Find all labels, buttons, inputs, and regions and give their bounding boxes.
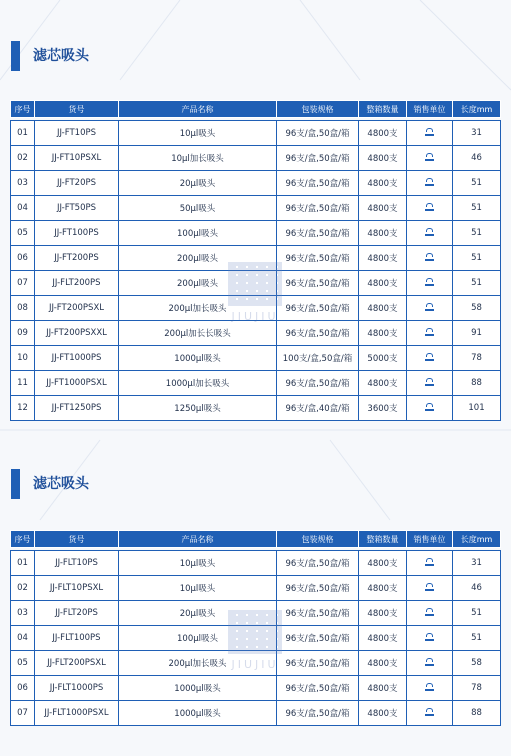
cell-pack: 96支/盒,50盒/箱 xyxy=(277,171,359,196)
cell-product-name: 10μl吸头 xyxy=(119,576,277,601)
box-unit-icon xyxy=(425,378,434,386)
cell-qty: 4800支 xyxy=(359,626,407,651)
cell-length: 51 xyxy=(453,221,501,246)
cell-pack: 100支/盒,50盒/箱 xyxy=(277,346,359,371)
col-header-length: 长度mm xyxy=(453,101,501,118)
cell-qty: 4800支 xyxy=(359,551,407,576)
cell-no: 03 xyxy=(11,601,35,626)
cell-unit xyxy=(407,146,453,171)
cell-unit xyxy=(407,171,453,196)
cell-no: 04 xyxy=(11,196,35,221)
cell-qty: 4800支 xyxy=(359,246,407,271)
cell-pack: 96支/盒,50盒/箱 xyxy=(277,576,359,601)
box-unit-icon xyxy=(425,583,434,591)
cell-length: 31 xyxy=(453,121,501,146)
cell-qty: 4800支 xyxy=(359,296,407,321)
cell-length: 51 xyxy=(453,246,501,271)
cell-product-name: 20μl吸头 xyxy=(119,171,277,196)
box-unit-icon xyxy=(425,303,434,311)
cell-no: 01 xyxy=(11,121,35,146)
cell-product-name: 1000μl吸头 xyxy=(119,701,277,726)
cell-product-name: 20μl吸头 xyxy=(119,601,277,626)
col-header-pack: 包装规格 xyxy=(277,101,359,118)
table-row xyxy=(11,396,501,421)
box-unit-icon xyxy=(425,128,434,136)
cell-sku: JJ-FLT10PS xyxy=(35,551,119,576)
table-row xyxy=(11,551,501,576)
box-unit-icon xyxy=(425,253,434,261)
table-row xyxy=(11,196,501,221)
cell-length: 101 xyxy=(453,396,501,421)
cell-product-name: 200μl加长吸头 xyxy=(119,651,277,676)
cell-no: 05 xyxy=(11,651,35,676)
cell-sku: JJ-FT10PS xyxy=(35,121,119,146)
table-row xyxy=(11,221,501,246)
section-title: 滤芯吸头 xyxy=(33,48,89,64)
cell-unit xyxy=(407,601,453,626)
cell-no: 02 xyxy=(11,146,35,171)
cell-length: 46 xyxy=(453,576,501,601)
cell-no: 11 xyxy=(11,371,35,396)
col-header-pack: 包装规格 xyxy=(277,531,359,548)
cell-qty: 4800支 xyxy=(359,121,407,146)
cell-product-name: 1000μl吸头 xyxy=(119,676,277,701)
cell-unit xyxy=(407,221,453,246)
table-row xyxy=(11,171,501,196)
cell-sku: JJ-FLT10PSXL xyxy=(35,576,119,601)
cell-product-name: 200μl加长吸头 xyxy=(119,296,277,321)
cell-qty: 4800支 xyxy=(359,701,407,726)
cell-no: 08 xyxy=(11,296,35,321)
cell-unit xyxy=(407,371,453,396)
cell-sku: JJ-FT1000PS xyxy=(35,346,119,371)
cell-product-name: 10μl吸头 xyxy=(119,551,277,576)
cell-pack: 96支/盒,50盒/箱 xyxy=(277,601,359,626)
cell-qty: 4800支 xyxy=(359,146,407,171)
box-unit-icon xyxy=(425,228,434,236)
cell-no: 10 xyxy=(11,346,35,371)
cell-pack: 96支/盒,50盒/箱 xyxy=(277,121,359,146)
cell-sku: JJ-FT200PS xyxy=(35,246,119,271)
cell-qty: 3600支 xyxy=(359,396,407,421)
cell-no: 04 xyxy=(11,626,35,651)
cell-product-name: 100μl吸头 xyxy=(119,221,277,246)
box-unit-icon xyxy=(425,153,434,161)
cell-product-name: 200μl加长长吸头 xyxy=(119,321,277,346)
cell-unit xyxy=(407,196,453,221)
cell-unit xyxy=(407,626,453,651)
table-row xyxy=(11,576,501,601)
cell-pack: 96支/盒,40盒/箱 xyxy=(277,396,359,421)
cell-length: 78 xyxy=(453,676,501,701)
cell-unit xyxy=(407,551,453,576)
cell-pack: 96支/盒,50盒/箱 xyxy=(277,701,359,726)
cell-pack: 96支/盒,50盒/箱 xyxy=(277,296,359,321)
box-unit-icon xyxy=(425,558,434,566)
cell-no: 09 xyxy=(11,321,35,346)
cell-product-name: 200μl吸头 xyxy=(119,246,277,271)
cell-qty: 4800支 xyxy=(359,576,407,601)
cell-length: 88 xyxy=(453,701,501,726)
cell-length: 88 xyxy=(453,371,501,396)
watermark-text: JIUJIU xyxy=(231,310,279,323)
cell-no: 07 xyxy=(11,701,35,726)
col-header-no: 序号 xyxy=(11,531,35,548)
box-unit-icon xyxy=(425,203,434,211)
box-unit-icon xyxy=(425,353,434,361)
col-header-name: 产品名称 xyxy=(119,531,277,548)
cell-no: 06 xyxy=(11,246,35,271)
col-header-qty: 整箱数量 xyxy=(359,101,407,118)
cell-unit xyxy=(407,121,453,146)
cell-length: 31 xyxy=(453,551,501,576)
cell-product-name: 1250μl吸头 xyxy=(119,396,277,421)
col-header-sku: 货号 xyxy=(35,101,119,118)
cell-product-name: 100μl吸头 xyxy=(119,626,277,651)
heading-accent-bar xyxy=(11,41,20,71)
cell-no: 01 xyxy=(11,551,35,576)
cell-qty: 4800支 xyxy=(359,651,407,676)
table-row xyxy=(11,346,501,371)
cell-qty: 4800支 xyxy=(359,321,407,346)
cell-qty: 4800支 xyxy=(359,171,407,196)
box-unit-icon xyxy=(425,278,434,286)
cell-length: 78 xyxy=(453,346,501,371)
cell-pack: 96支/盒,50盒/箱 xyxy=(277,626,359,651)
box-unit-icon xyxy=(425,608,434,616)
col-header-qty: 整箱数量 xyxy=(359,531,407,548)
cell-pack: 96支/盒,50盒/箱 xyxy=(277,321,359,346)
cell-no: 02 xyxy=(11,576,35,601)
box-unit-icon xyxy=(425,708,434,716)
col-header-name: 产品名称 xyxy=(119,101,277,118)
cell-unit xyxy=(407,576,453,601)
cell-product-name: 10μl加长吸头 xyxy=(119,146,277,171)
col-header-sku: 货号 xyxy=(35,531,119,548)
cell-length: 51 xyxy=(453,171,501,196)
cell-sku: JJ-FT20PS xyxy=(35,171,119,196)
cell-qty: 4800支 xyxy=(359,196,407,221)
box-unit-icon xyxy=(425,328,434,336)
heading-accent-bar xyxy=(11,469,20,499)
cell-pack: 96支/盒,50盒/箱 xyxy=(277,651,359,676)
cell-sku: JJ-FT10PSXL xyxy=(35,146,119,171)
cell-sku: JJ-FT200PSXL xyxy=(35,296,119,321)
cell-length: 46 xyxy=(453,146,501,171)
cell-sku: JJ-FT100PS xyxy=(35,221,119,246)
cell-no: 05 xyxy=(11,221,35,246)
watermark-text: JIUJIU xyxy=(231,658,279,671)
cell-unit xyxy=(407,701,453,726)
cell-qty: 4800支 xyxy=(359,371,407,396)
cell-pack: 96支/盒,50盒/箱 xyxy=(277,246,359,271)
cell-sku: JJ-FLT20PS xyxy=(35,601,119,626)
cell-product-name: 50μl吸头 xyxy=(119,196,277,221)
table-row xyxy=(11,146,501,171)
cell-product-name: 200μl吸头 xyxy=(119,271,277,296)
cell-sku: JJ-FLT100PS xyxy=(35,626,119,651)
box-unit-icon xyxy=(425,683,434,691)
cell-sku: JJ-FT1000PSXL xyxy=(35,371,119,396)
cell-no: 12 xyxy=(11,396,35,421)
cell-length: 51 xyxy=(453,271,501,296)
table-row xyxy=(11,121,501,146)
box-unit-icon xyxy=(425,403,434,411)
cell-no: 07 xyxy=(11,271,35,296)
col-header-unit: 销售单位 xyxy=(407,101,453,118)
cell-pack: 96支/盒,50盒/箱 xyxy=(277,371,359,396)
brand-watermark xyxy=(220,610,290,680)
section-title: 滤芯吸头 xyxy=(33,476,89,492)
cell-sku: JJ-FLT200PS xyxy=(35,271,119,296)
cell-product-name: 10μl吸头 xyxy=(119,121,277,146)
cell-product-name: 1000μl吸头 xyxy=(119,346,277,371)
col-header-length: 长度mm xyxy=(453,531,501,548)
brand-watermark xyxy=(220,262,290,332)
watermark-logo-icon xyxy=(228,610,282,654)
cell-no: 03 xyxy=(11,171,35,196)
cell-length: 91 xyxy=(453,321,501,346)
cell-sku: JJ-FLT200PSXL xyxy=(35,651,119,676)
cell-length: 58 xyxy=(453,651,501,676)
box-unit-icon xyxy=(425,658,434,666)
cell-sku: JJ-FT1250PS xyxy=(35,396,119,421)
cell-unit xyxy=(407,296,453,321)
cell-no: 06 xyxy=(11,676,35,701)
cell-length: 51 xyxy=(453,601,501,626)
table-row xyxy=(11,371,501,396)
cell-product-name: 1000μl加长吸头 xyxy=(119,371,277,396)
table-header-row xyxy=(11,531,501,548)
cell-sku: JJ-FLT1000PS xyxy=(35,676,119,701)
product-table xyxy=(10,100,501,421)
cell-sku: JJ-FT50PS xyxy=(35,196,119,221)
cell-unit xyxy=(407,651,453,676)
cell-length: 58 xyxy=(453,296,501,321)
cell-pack: 96支/盒,50盒/箱 xyxy=(277,221,359,246)
table-row xyxy=(11,701,501,726)
watermark-logo-icon xyxy=(228,262,282,306)
cell-pack: 96支/盒,50盒/箱 xyxy=(277,551,359,576)
table-header-row xyxy=(11,101,501,118)
cell-pack: 96支/盒,50盒/箱 xyxy=(277,146,359,171)
cell-pack: 96支/盒,50盒/箱 xyxy=(277,196,359,221)
cell-unit xyxy=(407,676,453,701)
cell-unit xyxy=(407,321,453,346)
cell-length: 51 xyxy=(453,196,501,221)
cell-qty: 4800支 xyxy=(359,601,407,626)
cell-qty: 5000支 xyxy=(359,346,407,371)
cell-sku: JJ-FLT1000PSXL xyxy=(35,701,119,726)
cell-qty: 4800支 xyxy=(359,221,407,246)
col-header-no: 序号 xyxy=(11,101,35,118)
col-header-unit: 销售单位 xyxy=(407,531,453,548)
cell-unit xyxy=(407,396,453,421)
cell-sku: JJ-FT200PSXXL xyxy=(35,321,119,346)
box-unit-icon xyxy=(425,178,434,186)
cell-length: 51 xyxy=(453,626,501,651)
cell-pack: 96支/盒,50盒/箱 xyxy=(277,676,359,701)
cell-unit xyxy=(407,346,453,371)
cell-unit xyxy=(407,271,453,296)
cell-qty: 4800支 xyxy=(359,271,407,296)
cell-pack: 96支/盒,50盒/箱 xyxy=(277,271,359,296)
box-unit-icon xyxy=(425,633,434,641)
cell-unit xyxy=(407,246,453,271)
cell-qty: 4800支 xyxy=(359,676,407,701)
